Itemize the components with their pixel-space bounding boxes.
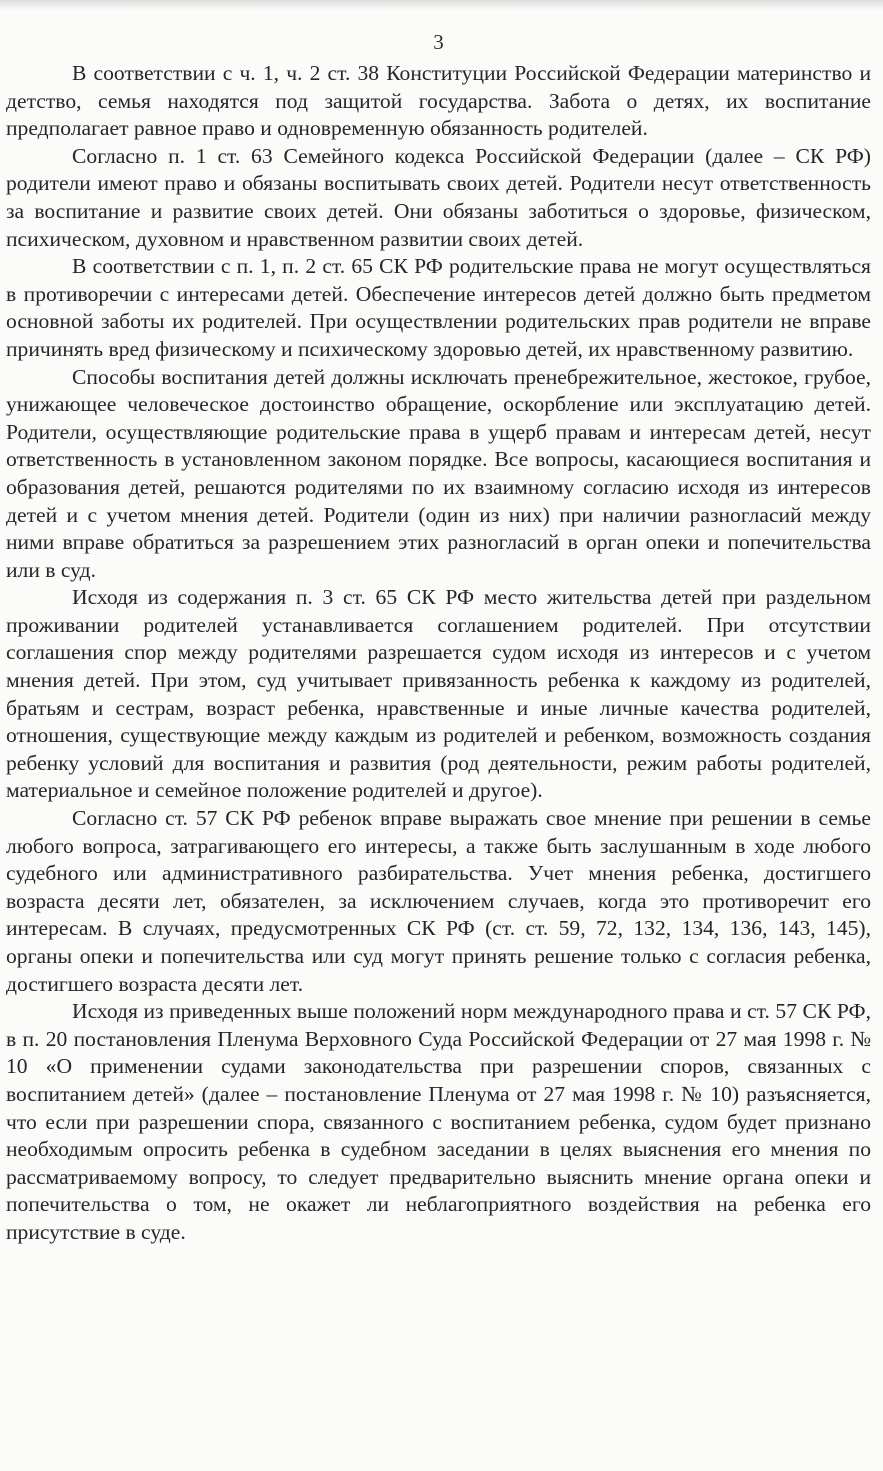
paragraph-article-57: Согласно ст. 57 СК РФ ребенок вправе выражать свое мнение при решении в семье любого вопроса, затрагивающего его интересы, а также быть заслушанным в ходе любого судебного или административного разбирательства. Учет мнения ребенка, достигшего возраста десяти лет, обязателен, за исключением случаев, когда это противоречит его интересам. В случаях, предусмотренных СК РФ (ст. ст. 59, 72, 132, 134, 136, 143, 145), органы опеки и попечительства или суд могут принять решение только с согласия ребенка, достигшего возраста десяти лет. [6, 806, 871, 996]
paragraph-constitution: В соответствии с ч. 1, ч. 2 ст. 38 Конституции Российской Федерации материнство и детство, семья находятся под защитой государства. Забота о детях, их воспитание предполагает равное право и одновременную обязанность родителей. [6, 61, 871, 141]
scan-edge-shadow [0, 0, 883, 10]
paragraph-article-63: Согласно п. 1 ст. 63 Семейного кодекса Российской Федерации (далее – СК РФ) родители имеют право и обязаны воспитывать своих детей. Родители несут ответственность за воспитание и развитие своих детей. Они обязаны заботиться о здоровье, физическом, психическом, духовном и нравственном развитии своих детей. [6, 143, 871, 251]
page-number: 3 [433, 30, 444, 54]
paragraph-article-65-rights: В соответствии с п. 1, п. 2 ст. 65 СК РФ родительские права не могут осуществляться в противоречии с интересами детей. Обеспечение интересов детей должно быть предметом основной заботы их родителей. При осуществлении родительских прав родители не вправе причинять вред физическому и психическому здоровью детей, их нравственному развитию. [6, 254, 871, 361]
paragraph-plenum-resolution: Исходя из приведенных выше положений норм международного права и ст. 57 СК РФ, в п. 20 постановления Пленума Верховного Суда Российской Федерации от 27 мая 1998 г. № 10 «О применении судами законодательства при разрешении споров, связанных с воспитанием детей» (далее – постановление Пленума от 27 мая 1998 г. № 10) разъясняется, что если при разрешении спора, связанного с воспитанием ребенка, судом будет признано необходимым опросить ребенка в судебном заседании в целях выяснения его мнения по рассматриваемому вопросу, то следует предварительно выяснить мнение органа опеки и попечительства о том, не окажет ли неблагоприятного воздействия на ребенка его присутствие в суде. [6, 999, 871, 1244]
paragraph-residence: Исходя из содержания п. 3 ст. 65 СК РФ место жительства детей при раздельном проживании родителей устанавливается соглашением родителей. При отсутствии соглашения спор между родителями разрешается судом исходя из интересов и с учетом мнения детей. При этом, суд учитывает привязанность ребенка к каждому из родителей, братьям и сестрам, возраст ребенка, нравственные и иные личные качества родителей, отношения, существующие между каждым из родителей и ребенком, возможность создания ребенку условий для воспитания и развития (род деятельности, режим работы родителей, материальное и семейное положение родителей и другое). [6, 585, 871, 803]
paragraph-upbringing-methods: Способы воспитания детей должны исключать пренебрежительное, жестокое, грубое, унижающее человеческое достоинство обращение, оскорбление или эксплуатацию детей. Родители, осуществляющие родительские права в ущерб правам и интересам детей, несут ответственность в установленном законом порядке. Все вопросы, касающиеся воспитания и образования детей, решаются родителями по их взаимному согласию исходя из интересов детей и с учетом мнения детей. Родители (один из них) при наличии разногласий между ними вправе обратиться за разрешением этих разногласий в орган опеки и попечительства или в суд. [6, 364, 871, 582]
